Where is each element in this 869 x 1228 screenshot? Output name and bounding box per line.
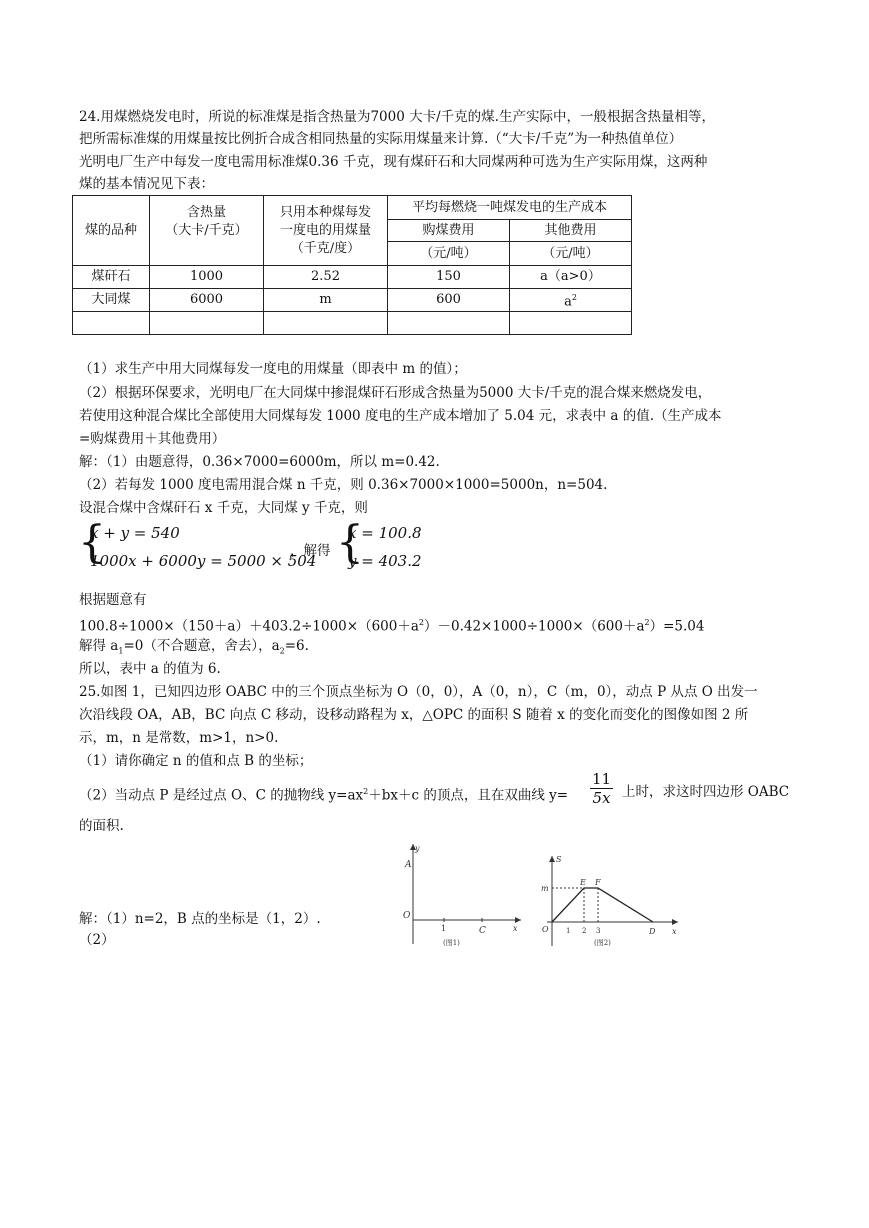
expr-part: ）=5.04 xyxy=(649,618,705,635)
figure-2 xyxy=(532,852,682,952)
fig1-y-label: y xyxy=(415,844,420,853)
q24-line-3: 光明电厂生产中每发一度电需用标准煤0.36 千克，现有煤矸石和大同煤两种可选为生产实际用煤，这两种 xyxy=(79,154,708,170)
text-part: （2）当动点 P 是经过点 O、C 的抛物线 y=ax xyxy=(79,787,364,804)
fraction-numerator: 11 xyxy=(592,770,612,788)
q25-line-3: 示，m，n 是常数，m>1，n>0. xyxy=(79,730,279,746)
q24-solution-7: 所以，表中 a 的值为 6. xyxy=(79,661,221,677)
cell: 2.52 xyxy=(264,266,388,289)
fig2-caption: (图2) xyxy=(594,939,611,947)
fig2-point-d: D xyxy=(649,927,656,936)
q24-line-4: 煤的基本情况见下表： xyxy=(79,176,214,192)
left-brace: { xyxy=(78,517,106,568)
q24-solution-3: 设混合煤中含煤矸石 x 千克，大同煤 y 千克，则 xyxy=(79,500,368,516)
cell-sup: 2 xyxy=(571,293,577,302)
header-usage-l3: （千克/度） xyxy=(290,240,361,256)
solution-x: x = 100.8 xyxy=(348,524,422,542)
q24-solution-2: （2）若每发 1000 度电需用混合煤 n 千克，则 0.36×7000×1000=5000n，n=504. xyxy=(79,477,608,493)
q25-part-2-tail: 上时，求这时四边形 OABC xyxy=(622,784,790,800)
cell-a: a xyxy=(564,294,572,310)
fig1-origin: O xyxy=(403,911,411,921)
header-heat xyxy=(150,196,264,266)
fig1-point-c: C xyxy=(479,926,486,936)
system-eq-1: x + y = 540 xyxy=(90,524,180,542)
fig2-tick-2: 2 xyxy=(582,927,587,935)
header-heat-l1: 含热量 xyxy=(186,204,226,220)
fraction-11-over-5x xyxy=(590,770,613,807)
q25-part-2: （2）当动点 P 是经过点 O、C 的抛物线 $y=ax^2+bx+c$ 的顶点，且在双曲线 y= xyxy=(79,787,569,804)
q24-solution-5: $100.8\div 1000\times(150+a)+403.2\div 1000\times(600+a^2)-0.42\times 1000\div 1000\times(600+a^2)=5.04$ xyxy=(79,618,705,635)
table-row xyxy=(73,289,632,312)
fig2-tick-1: 1 xyxy=(566,927,571,935)
cell: 1000 xyxy=(150,266,264,289)
cell-a-squared xyxy=(510,289,632,312)
fig2-s-label: S xyxy=(556,855,562,864)
q25-line-1: 25.如图 1，已知四边形 OABC 中的三个顶点坐标为 O（0，0），A（0，n），C（m，0），动点 P 从点 O 出发一 xyxy=(79,684,758,700)
fig1-caption: (图1) xyxy=(443,939,460,947)
cell: 600 xyxy=(388,289,510,312)
header-other: 其他费用 xyxy=(510,220,632,242)
table-row-empty xyxy=(73,312,632,335)
q25-solution-1: 解：（1）n=2，B 点的坐标是（1，2）. xyxy=(79,911,321,927)
system-eq-2: 1000x + 6000y = 5000 × 504 xyxy=(90,552,317,570)
q24-part-2b: 若使用这种混合煤比全部使用大同煤每发 1000 度电的生产成本增加了 5.04 元，求表中 a 的值.（生产成本 xyxy=(79,408,722,424)
solution-y: y = 403.2 xyxy=(348,552,422,570)
coal-table xyxy=(72,195,632,335)
fig2-m-label: m xyxy=(541,884,549,893)
q24-part-1: （1）求生产中用大同煤每发一度电的用煤量（即表中 m 的值）； xyxy=(79,361,467,377)
fig2-x-label: x xyxy=(672,927,677,936)
cell: 煤矸石 xyxy=(73,266,150,289)
figure-1 xyxy=(395,840,525,950)
q24-line-1: 24.用煤燃烧发电时，所说的标准煤是指含热量为7000 大卡/千克的煤.生产实际中，一般根据含热量相等， xyxy=(79,109,715,125)
cell: m xyxy=(264,289,388,312)
header-buy: 购煤费用 xyxy=(388,220,510,242)
header-other-unit: （元/吨） xyxy=(510,242,632,266)
q25-part-2-end: 的面积. xyxy=(79,818,124,834)
cell: 大同煤 xyxy=(73,289,150,312)
fig1-point-a: A xyxy=(405,860,412,870)
q24-solution-1: 解：（1）由题意得，0.36×7000=6000m，所以 m=0.42. xyxy=(79,454,440,470)
q25-part-1: （1）请你确定 n 的值和点 B 的坐标； xyxy=(79,753,313,769)
q24-part-2a: （2）根据环保要求，光明电厂在大同煤中掺混煤矸石形成含热量为5000 大卡/千克的混合煤来燃烧发电， xyxy=(79,385,712,401)
fig2-point-f: F xyxy=(595,878,601,887)
cell: a（a>0） xyxy=(510,266,632,289)
header-usage-l1: 只用本种煤每发 xyxy=(279,204,371,220)
cell: 150 xyxy=(388,266,510,289)
fraction-denominator: 5x xyxy=(592,789,611,807)
text-part: ＋bx＋c 的顶点，且在双曲线 y= xyxy=(368,787,569,804)
q25-solution-2: （2） xyxy=(79,932,115,948)
fig2-tick-3: 3 xyxy=(596,927,601,935)
expr-part: =0（不合题意，舍去），a xyxy=(123,638,280,654)
header-cost: 平均每燃烧一吨煤发电的生产成本 xyxy=(388,196,632,220)
q24-solution-6: 解得 $a_1=0$（不合题意，舍去），$a_2=6$. xyxy=(79,638,309,656)
header-usage xyxy=(264,196,388,266)
fig1-tick-1: 1 xyxy=(441,924,447,933)
fig2-origin: O xyxy=(542,925,549,934)
q24-part-2c: =购煤费用＋其他费用） xyxy=(79,431,226,447)
header-kind: 煤的品种 xyxy=(73,196,150,266)
right-brace: { xyxy=(336,517,364,568)
expr-part: 100.8÷1000×（150＋a）＋403.2÷1000×（600＋a xyxy=(79,618,419,635)
header-usage-l2: 一度电的用煤量 xyxy=(279,222,371,238)
q24-solution-4: 根据题意有 xyxy=(79,592,147,608)
cell: 6000 xyxy=(150,289,264,312)
table-row xyxy=(73,266,632,289)
q24-line-2: 把所需标准煤的用煤量按比例折合成含相同热量的实际用煤量来计算.（“大卡/千克”为一种热值单位） xyxy=(79,131,683,147)
solve-label: ，解得 xyxy=(290,543,331,559)
fig2-point-e: E xyxy=(580,878,586,887)
q25-line-2: 次沿线段 OA，AB，BC 向点 C 移动，设移动路程为 x，△OPC 的面积 S 随着 x 的变化而变化的图像如图 2 所 xyxy=(79,707,749,723)
expr-part: =6. xyxy=(284,638,309,654)
expr-part: ）－0.42×1000÷1000×（600＋a xyxy=(423,618,645,635)
header-heat-l2: （大卡/千克） xyxy=(165,222,248,238)
expr-part: 解得 a xyxy=(79,638,119,654)
header-buy-unit: （元/吨） xyxy=(388,242,510,266)
fig1-x-label: x xyxy=(513,924,518,933)
